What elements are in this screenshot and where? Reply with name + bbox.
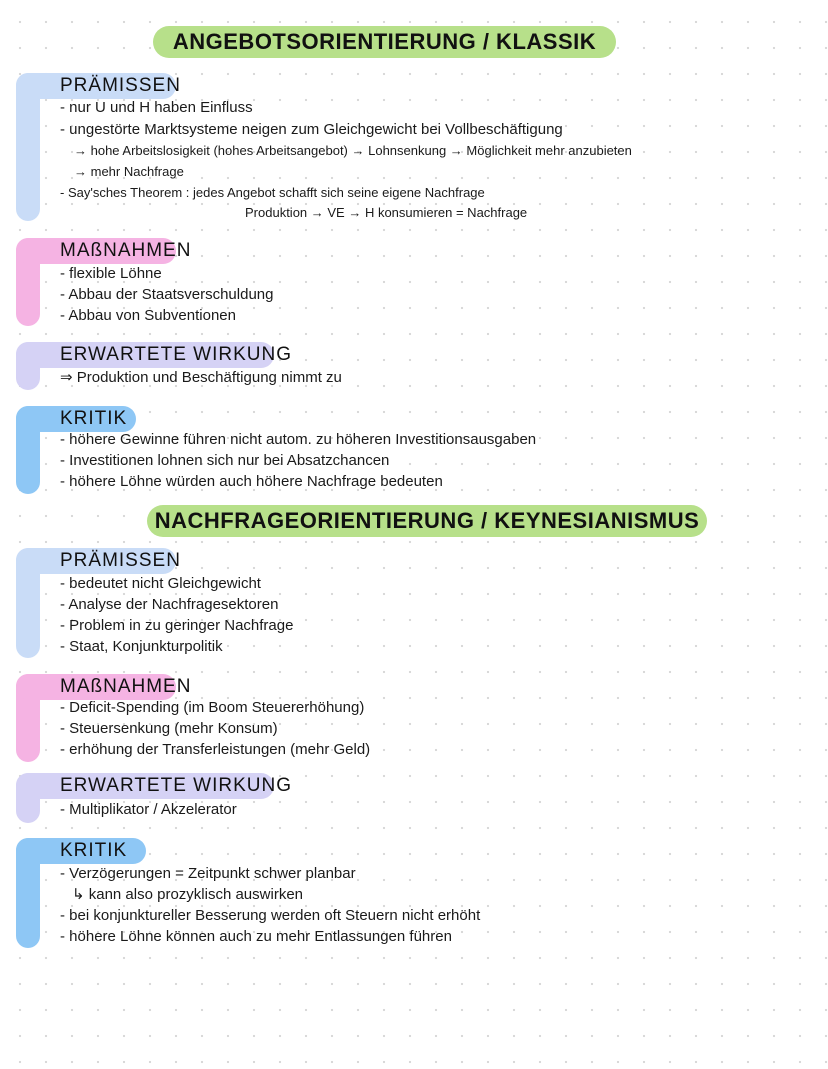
text-line: - Abbau von Subventionen — [60, 307, 236, 324]
heading-angebotsorientierung: ANGEBOTSORIENTIERUNG / KLASSIK — [153, 26, 616, 58]
text-line: - höhere Löhne können auch zu mehr Entlassungen führen — [60, 928, 452, 945]
kritik-label: KRITIK — [60, 408, 128, 429]
praemissen-label: PRÄMISSEN — [60, 75, 181, 96]
wirkung-label: ERWARTETE WIRKUNG — [60, 775, 292, 796]
text-line: - erhöhung der Transferleistungen (mehr Geld) — [60, 741, 371, 758]
text-line: - Say'sches Theorem : jedes Angebot schafft sich seine eigene Nachfrage — [60, 185, 485, 200]
text-line: - nur U und H haben Einfluss — [60, 99, 253, 116]
text-line: - flexible Löhne — [60, 265, 162, 282]
text-line: ↳ kann also prozyklisch auswirken — [72, 886, 303, 903]
praemissen-label: PRÄMISSEN — [60, 550, 181, 571]
text-line: - Staat, Konjunkturpolitik — [60, 638, 223, 655]
text-line: - höhere Löhne würden auch höhere Nachfrage bedeuten — [60, 473, 443, 490]
massnahmen-label: MAßNAHMEN — [60, 676, 192, 697]
text-line: - Steuersenkung (mehr Konsum) — [60, 720, 278, 737]
heading-nachfrageorientierung: NACHFRAGEORIENTIERUNG / KEYNESIANISMUS — [147, 505, 707, 537]
text-line: ⇒ Produktion und Beschäftigung nimmt zu — [60, 369, 342, 386]
text-line: - Verzögerungen = Zeitpunkt schwer planbar — [60, 865, 356, 882]
text-line: Produktion → VE → H konsumieren = Nachfrage — [245, 205, 528, 220]
kritik-label: KRITIK — [60, 840, 128, 861]
text-line: - bei konjunktureller Besserung werden oft Steuern nicht erhöht — [60, 907, 481, 924]
text-line: - ungestörte Marktsysteme neigen zum Gleichgewicht bei Vollbeschäftigung — [60, 121, 563, 138]
text-line: → hohe Arbeitslosigkeit (hohes Arbeitsangebot) → Lohnsenkung → Möglichkeit mehr anzubieten — [74, 143, 632, 158]
text-line: - Deficit-Spending (im Boom Steuererhöhung) — [60, 699, 365, 716]
wirkung-label: ERWARTETE WIRKUNG — [60, 344, 292, 365]
text-line: → mehr Nachfrage — [74, 164, 184, 179]
text-line: - Problem in zu geringer Nachfrage — [60, 617, 294, 634]
text-line: - Investitionen lohnen sich nur bei Absatzchancen — [60, 452, 390, 469]
text-line: - höhere Gewinne führen nicht autom. zu höheren Investitionsausgaben — [60, 431, 537, 448]
text-line: - Analyse der Nachfragesektoren — [60, 596, 279, 613]
massnahmen-label: MAßNAHMEN — [60, 240, 192, 261]
text-line: - bedeutet nicht Gleichgewicht — [60, 575, 261, 592]
text-line: - Multiplikator / Akzelerator — [60, 801, 237, 818]
text-line: - Abbau der Staatsverschuldung — [60, 286, 274, 303]
